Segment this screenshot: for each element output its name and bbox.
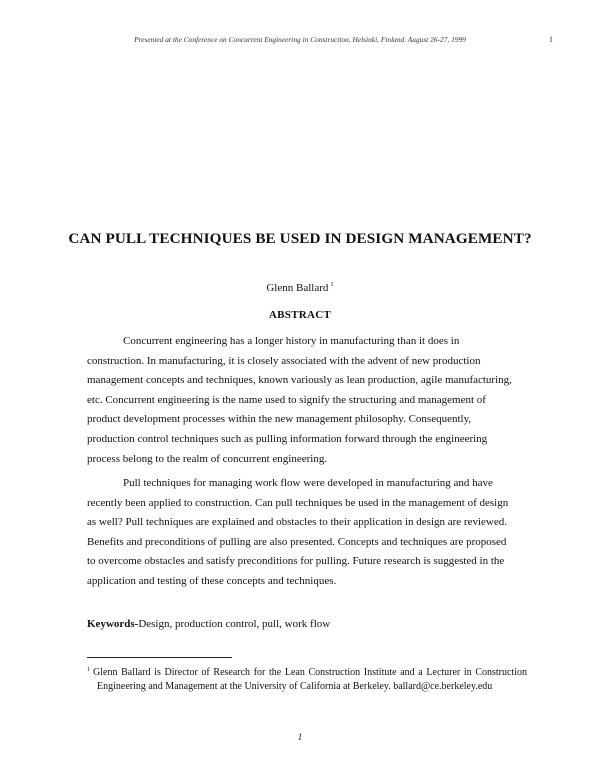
footnote-divider	[87, 657, 232, 658]
header-page-number: 1	[549, 35, 553, 44]
keywords-label: Keywords-	[87, 618, 139, 630]
abstract-paragraph-1: Concurrent engineering has a longer history in manufacturing than it does in construction. In manufacturing, it is closely associated with the advent of new production management concepts and techniques, known variously as lean production, agile manufacturing, etc. Concurrent engineering is the name used to signify the structuring and management of product development processes within the new management philosophy. Consequently, production control techniques such as pulling information forward through the engineering process belong to the realm of concurrent engineering.	[87, 335, 512, 465]
abstract-heading: ABSTRACT	[268, 309, 332, 321]
footnote-text: Glenn Ballard is Director of Research for the Lean Construction Institute and a Lecturer in Construction Engineering and Management at the University of California at Berkeley. ballard@ce.berkeley.edu	[93, 667, 527, 692]
author-line	[0, 281, 600, 294]
author-footnote-mark: 1	[330, 281, 334, 288]
author-name: Glenn Ballard	[266, 282, 329, 294]
footnote	[87, 664, 527, 693]
running-header: Presented at the Conference on Concurrent Engineering in Construction, Helsinki, Finland. August 26-27, 1999	[134, 35, 466, 44]
footer-page-number: 1	[297, 732, 303, 742]
keywords-text: Design, production control, pull, work flow	[138, 618, 331, 630]
abstract-paragraph-2: Pull techniques for managing work flow were developed in manufacturing and have recently been applied to construction. Can pull techniques be used in the management of design as well? Pull techniques are explained and obstacles to their application in design are reviewed. Benefits and preconditions of pulling are also presented. Concepts and techniques are proposed to overcome obstacles and satisfy preconditions for pulling. Future research is suggested in the application and testing of these concepts and techniques.	[87, 477, 509, 587]
footnote-mark: 1	[87, 667, 90, 673]
keywords-line	[87, 618, 330, 630]
paper-title: CAN PULL TECHNIQUES BE USED IN DESIGN MANAGEMENT?	[68, 230, 532, 247]
